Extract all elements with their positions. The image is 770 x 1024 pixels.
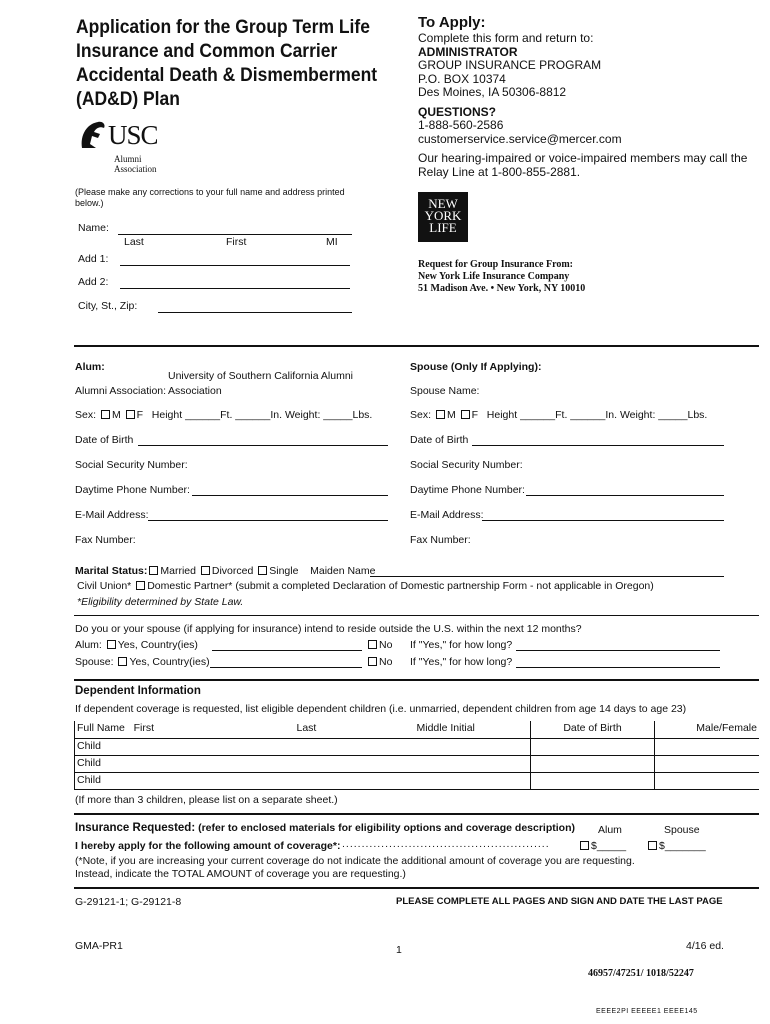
usc-wordmark: USC — [108, 120, 158, 150]
spouse-how-long-label: If "Yes," for how long? — [410, 656, 513, 668]
in-label: In. — [605, 409, 618, 421]
apply-heading: To Apply: — [418, 14, 486, 31]
first-sublabel: First — [226, 236, 247, 248]
first-header: First — [133, 722, 155, 734]
alum-how-long-label: If "Yes," for how long? — [410, 639, 513, 651]
table-row[interactable] — [75, 738, 760, 755]
alum-country-field[interactable] — [212, 650, 362, 651]
page-number: 1 — [396, 944, 402, 956]
apply-line: ADMINISTRATOR — [418, 44, 518, 59]
male-label: M — [111, 409, 121, 421]
spouse-amount[interactable]: $_______ — [646, 840, 706, 852]
alum-amount[interactable]: $_____ — [578, 840, 626, 852]
alum-no-checkbox[interactable] — [368, 640, 377, 649]
ft-label: Ft. — [220, 409, 233, 421]
alum-phone-field[interactable] — [192, 495, 388, 496]
dob-header: Date of Birth — [531, 721, 655, 738]
assoc-value-2: Association — [168, 385, 222, 397]
spouse-col-label: Spouse — [664, 824, 700, 836]
table-row[interactable] — [75, 772, 760, 789]
maiden-name-field[interactable] — [370, 576, 724, 577]
single-checkbox[interactable] — [258, 566, 267, 575]
in-label: In. — [270, 409, 283, 421]
barcode-text: EEEE2PI EEEEE1 EEEE145 — [596, 1008, 698, 1015]
spouse-email-field[interactable] — [482, 520, 724, 521]
section-divider — [74, 813, 759, 815]
yes-label: Yes, Country(ies) — [117, 639, 198, 651]
spouse-no-checkbox[interactable] — [368, 657, 377, 666]
spouse-dob-field[interactable] — [472, 445, 724, 446]
section-divider — [74, 887, 759, 889]
form-number: G-29121-1; G-29121-8 — [75, 896, 182, 908]
name-label: Name: — [78, 222, 109, 234]
weight-label: Weight: — [284, 409, 321, 421]
spouse-heading: Spouse (Only If Applying): — [410, 361, 542, 373]
spouse-dob-label: Date of Birth — [410, 434, 469, 446]
child-name-cell[interactable]: Child — [75, 738, 531, 755]
height-label: Height — [151, 409, 183, 421]
leader-dots: ..................................................... — [342, 838, 550, 850]
add1-field[interactable] — [120, 265, 350, 266]
request-line: 51 Madison Ave. • New York, NY 10010 — [418, 283, 586, 294]
request-line: Request for Group Insurance From: — [418, 259, 573, 270]
height-label: Height — [486, 409, 518, 421]
insurer-request — [418, 259, 738, 295]
usc-alumni-logo — [78, 116, 188, 178]
insurance-heading: Insurance Requested: — [75, 822, 196, 834]
lbs-label: Lbs. — [687, 409, 708, 421]
assoc-label: Alumni Association: — [75, 385, 167, 397]
city-label: City, St., Zip: — [78, 300, 138, 312]
spouse-name-label: Spouse Name: — [410, 385, 480, 397]
female-label: F — [471, 409, 479, 421]
sex-header: Male/Female — [655, 721, 760, 738]
section-divider — [74, 679, 759, 681]
dependent-note: If dependent coverage is requested, list eligible dependent children (i.e. unmarried, dependent children from age 14 days to age 23) — [75, 703, 687, 715]
no-label: No — [379, 639, 393, 651]
city-field[interactable] — [158, 312, 352, 313]
dollar-sign: $ — [591, 840, 597, 852]
apply-line: Des Moines, IA 50306-8812 — [418, 85, 567, 99]
contact-email: customerservice.service@mercer.com — [418, 131, 622, 146]
alum-yes-checkbox[interactable] — [107, 640, 116, 649]
alum-dob-field[interactable] — [138, 445, 388, 446]
request-line: New York Life Insurance Company — [418, 271, 570, 282]
alum-label: Alum: — [75, 639, 102, 651]
male-label: M — [446, 409, 456, 421]
complete-all-pages: PLEASE COMPLETE ALL PAGES AND SIGN AND DATE THE LAST PAGE — [396, 896, 723, 907]
association-text: Association — [114, 164, 157, 174]
spouse-amount-checkbox[interactable] — [648, 841, 657, 850]
more-children-note: (If more than 3 children, please list on a separate sheet.) — [75, 794, 338, 806]
eligibility-note: *Eligibility determined by State Law. — [77, 596, 244, 608]
dependent-table — [74, 721, 759, 790]
relay-note: Our hearing-impaired or voice-impaired members may call the Relay Line at 1-800-855-2881. — [418, 151, 748, 179]
civil-row — [77, 580, 654, 592]
reside-alum-row — [75, 639, 198, 651]
apply-line: Complete this form and return to: — [418, 31, 594, 45]
spouse-phone-field[interactable] — [526, 495, 724, 496]
assoc-value-1: University of Southern California Alumni — [168, 370, 354, 382]
apply-instructions — [418, 14, 758, 179]
divorced-label: Divorced — [211, 565, 254, 577]
alum-amount-checkbox[interactable] — [580, 841, 589, 850]
alum-fax-label: Fax Number: — [75, 534, 136, 546]
alum-how-long-field[interactable] — [516, 650, 720, 651]
alum-email-field[interactable] — [148, 520, 388, 521]
marital-label: Marital Status: — [75, 565, 148, 577]
child-name-cell[interactable]: Child — [75, 772, 531, 789]
child-sex-cell[interactable] — [655, 738, 760, 755]
civil-union-label: Civil Union* — [77, 580, 132, 592]
insurance-heading-row — [75, 822, 575, 834]
spouse-female-checkbox[interactable] — [461, 410, 470, 419]
child-dob-cell[interactable] — [531, 772, 655, 789]
female-checkbox[interactable] — [126, 410, 135, 419]
child-sex-cell[interactable] — [655, 772, 760, 789]
reside-alum-no — [366, 639, 392, 651]
maiden-name-label: Maiden Name — [310, 565, 376, 577]
form-title: Application for the Group Term Life Insurance and Common Carrier Accidental Death & Dismemberment (AD&D) Plan — [76, 17, 378, 110]
new-york-life-logo — [418, 192, 468, 242]
lbs-label: Lbs. — [352, 409, 373, 421]
table-header-row — [75, 721, 760, 738]
trojan-helmet-icon — [78, 118, 108, 154]
dollar-sign: $ — [659, 840, 665, 852]
correction-note: (Please make any corrections to your full name and address printed below.) — [75, 187, 345, 208]
middle-header: Middle Initial — [416, 722, 475, 734]
alum-ssn-label: Social Security Number: — [75, 459, 188, 471]
child-dob-cell[interactable] — [531, 755, 655, 772]
last-sublabel: Last — [124, 236, 144, 248]
edition: 4/16 ed. — [686, 940, 724, 952]
spouse-email-label: E-Mail Address: — [410, 509, 484, 521]
alumni-association-label — [114, 154, 157, 174]
male-checkbox[interactable] — [101, 410, 110, 419]
last-header: Last — [296, 722, 317, 734]
married-checkbox[interactable] — [149, 566, 158, 575]
female-label: F — [136, 409, 144, 421]
table-row[interactable] — [75, 755, 760, 772]
apply-line: GROUP INSURANCE PROGRAM — [418, 58, 602, 72]
insurance-heading-note: (refer to enclosed materials for eligibility options and coverage description) — [198, 822, 575, 834]
nyl-word: LIFE — [429, 220, 457, 235]
apply-amount-label: I hereby apply for the following amount of coverage*: — [75, 840, 341, 852]
spouse-how-long-field[interactable] — [516, 667, 720, 668]
reside-spouse-row — [75, 656, 210, 668]
nyl-word: YORK — [424, 208, 462, 223]
domestic-partner-checkbox[interactable] — [136, 581, 145, 590]
contact-phone: 1-888-560-2586 — [418, 118, 504, 132]
spouse-sex-row: Sex: M F Height ______Ft. ______In. Weight: _____Lbs. — [410, 409, 708, 421]
form-codes: 46957/47251/ 1018/52247 — [588, 968, 694, 979]
alum-dob-label: Date of Birth — [75, 434, 134, 446]
section-divider — [74, 345, 759, 347]
sex-label: Sex: — [410, 409, 432, 421]
single-label: Single — [269, 565, 299, 577]
gma-code: GMA-PR1 — [75, 940, 123, 952]
alum-email-label: E-Mail Address: — [75, 509, 149, 521]
nyl-word: NEW — [428, 196, 458, 211]
alum-heading: Alum: — [75, 361, 105, 373]
alumni-text: Alumni — [114, 154, 142, 164]
alum-col-label: Alum — [598, 824, 622, 836]
child-sex-cell[interactable] — [655, 755, 760, 772]
alum-sex-row: Sex: M F Height ______Ft. ______In. Weight: _____Lbs. — [75, 409, 373, 421]
reside-question: Do you or your spouse (if applying for insurance) intend to reside outside the U.S. within the next 12 months? — [75, 623, 582, 635]
yes-label: Yes, Country(ies) — [129, 656, 210, 668]
alum-phone-label: Daytime Phone Number: — [75, 484, 190, 496]
mi-sublabel: MI — [326, 236, 338, 248]
name-header — [75, 721, 531, 738]
add2-label: Add 2: — [78, 276, 109, 288]
child-dob-cell[interactable] — [531, 738, 655, 755]
sex-label: Sex: — [75, 409, 97, 421]
domestic-partner-label: Domestic Partner* (submit a completed Declaration of Domestic partnership Form - not applicable in Oregon) — [147, 580, 654, 592]
no-label: No — [379, 656, 393, 668]
weight-label: Weight: — [619, 409, 656, 421]
spouse-country-field[interactable] — [210, 667, 362, 668]
marital-row — [75, 565, 375, 577]
divorced-checkbox[interactable] — [201, 566, 210, 575]
reside-spouse-no — [366, 656, 392, 668]
section-divider — [74, 615, 759, 616]
add2-field[interactable] — [120, 288, 350, 289]
apply-line: P.O. BOX 10374 — [418, 71, 506, 86]
questions-heading: QUESTIONS? — [418, 104, 497, 119]
coverage-note-2: Instead, indicate the TOTAL AMOUNT of coverage you are requesting.) — [75, 868, 406, 880]
spouse-male-checkbox[interactable] — [436, 410, 445, 419]
add1-label: Add 1: — [78, 253, 109, 265]
spouse-yes-checkbox[interactable] — [118, 657, 127, 666]
ft-label: Ft. — [555, 409, 568, 421]
child-name-cell[interactable]: Child — [75, 755, 531, 772]
married-label: Married — [160, 565, 196, 577]
coverage-note-1: (*Note, if you are increasing your current coverage do not indicate the additional amount of coverage you are requesting. — [75, 855, 635, 867]
spouse-ssn-label: Social Security Number: — [410, 459, 523, 471]
spouse-fax-label: Fax Number: — [410, 534, 471, 546]
spouse-phone-label: Daytime Phone Number: — [410, 484, 525, 496]
dependent-heading: Dependent Information — [75, 685, 201, 697]
name-field[interactable] — [118, 234, 352, 235]
full-name-header: Full Name — [77, 722, 125, 734]
spouse-label: Spouse: — [75, 656, 114, 668]
